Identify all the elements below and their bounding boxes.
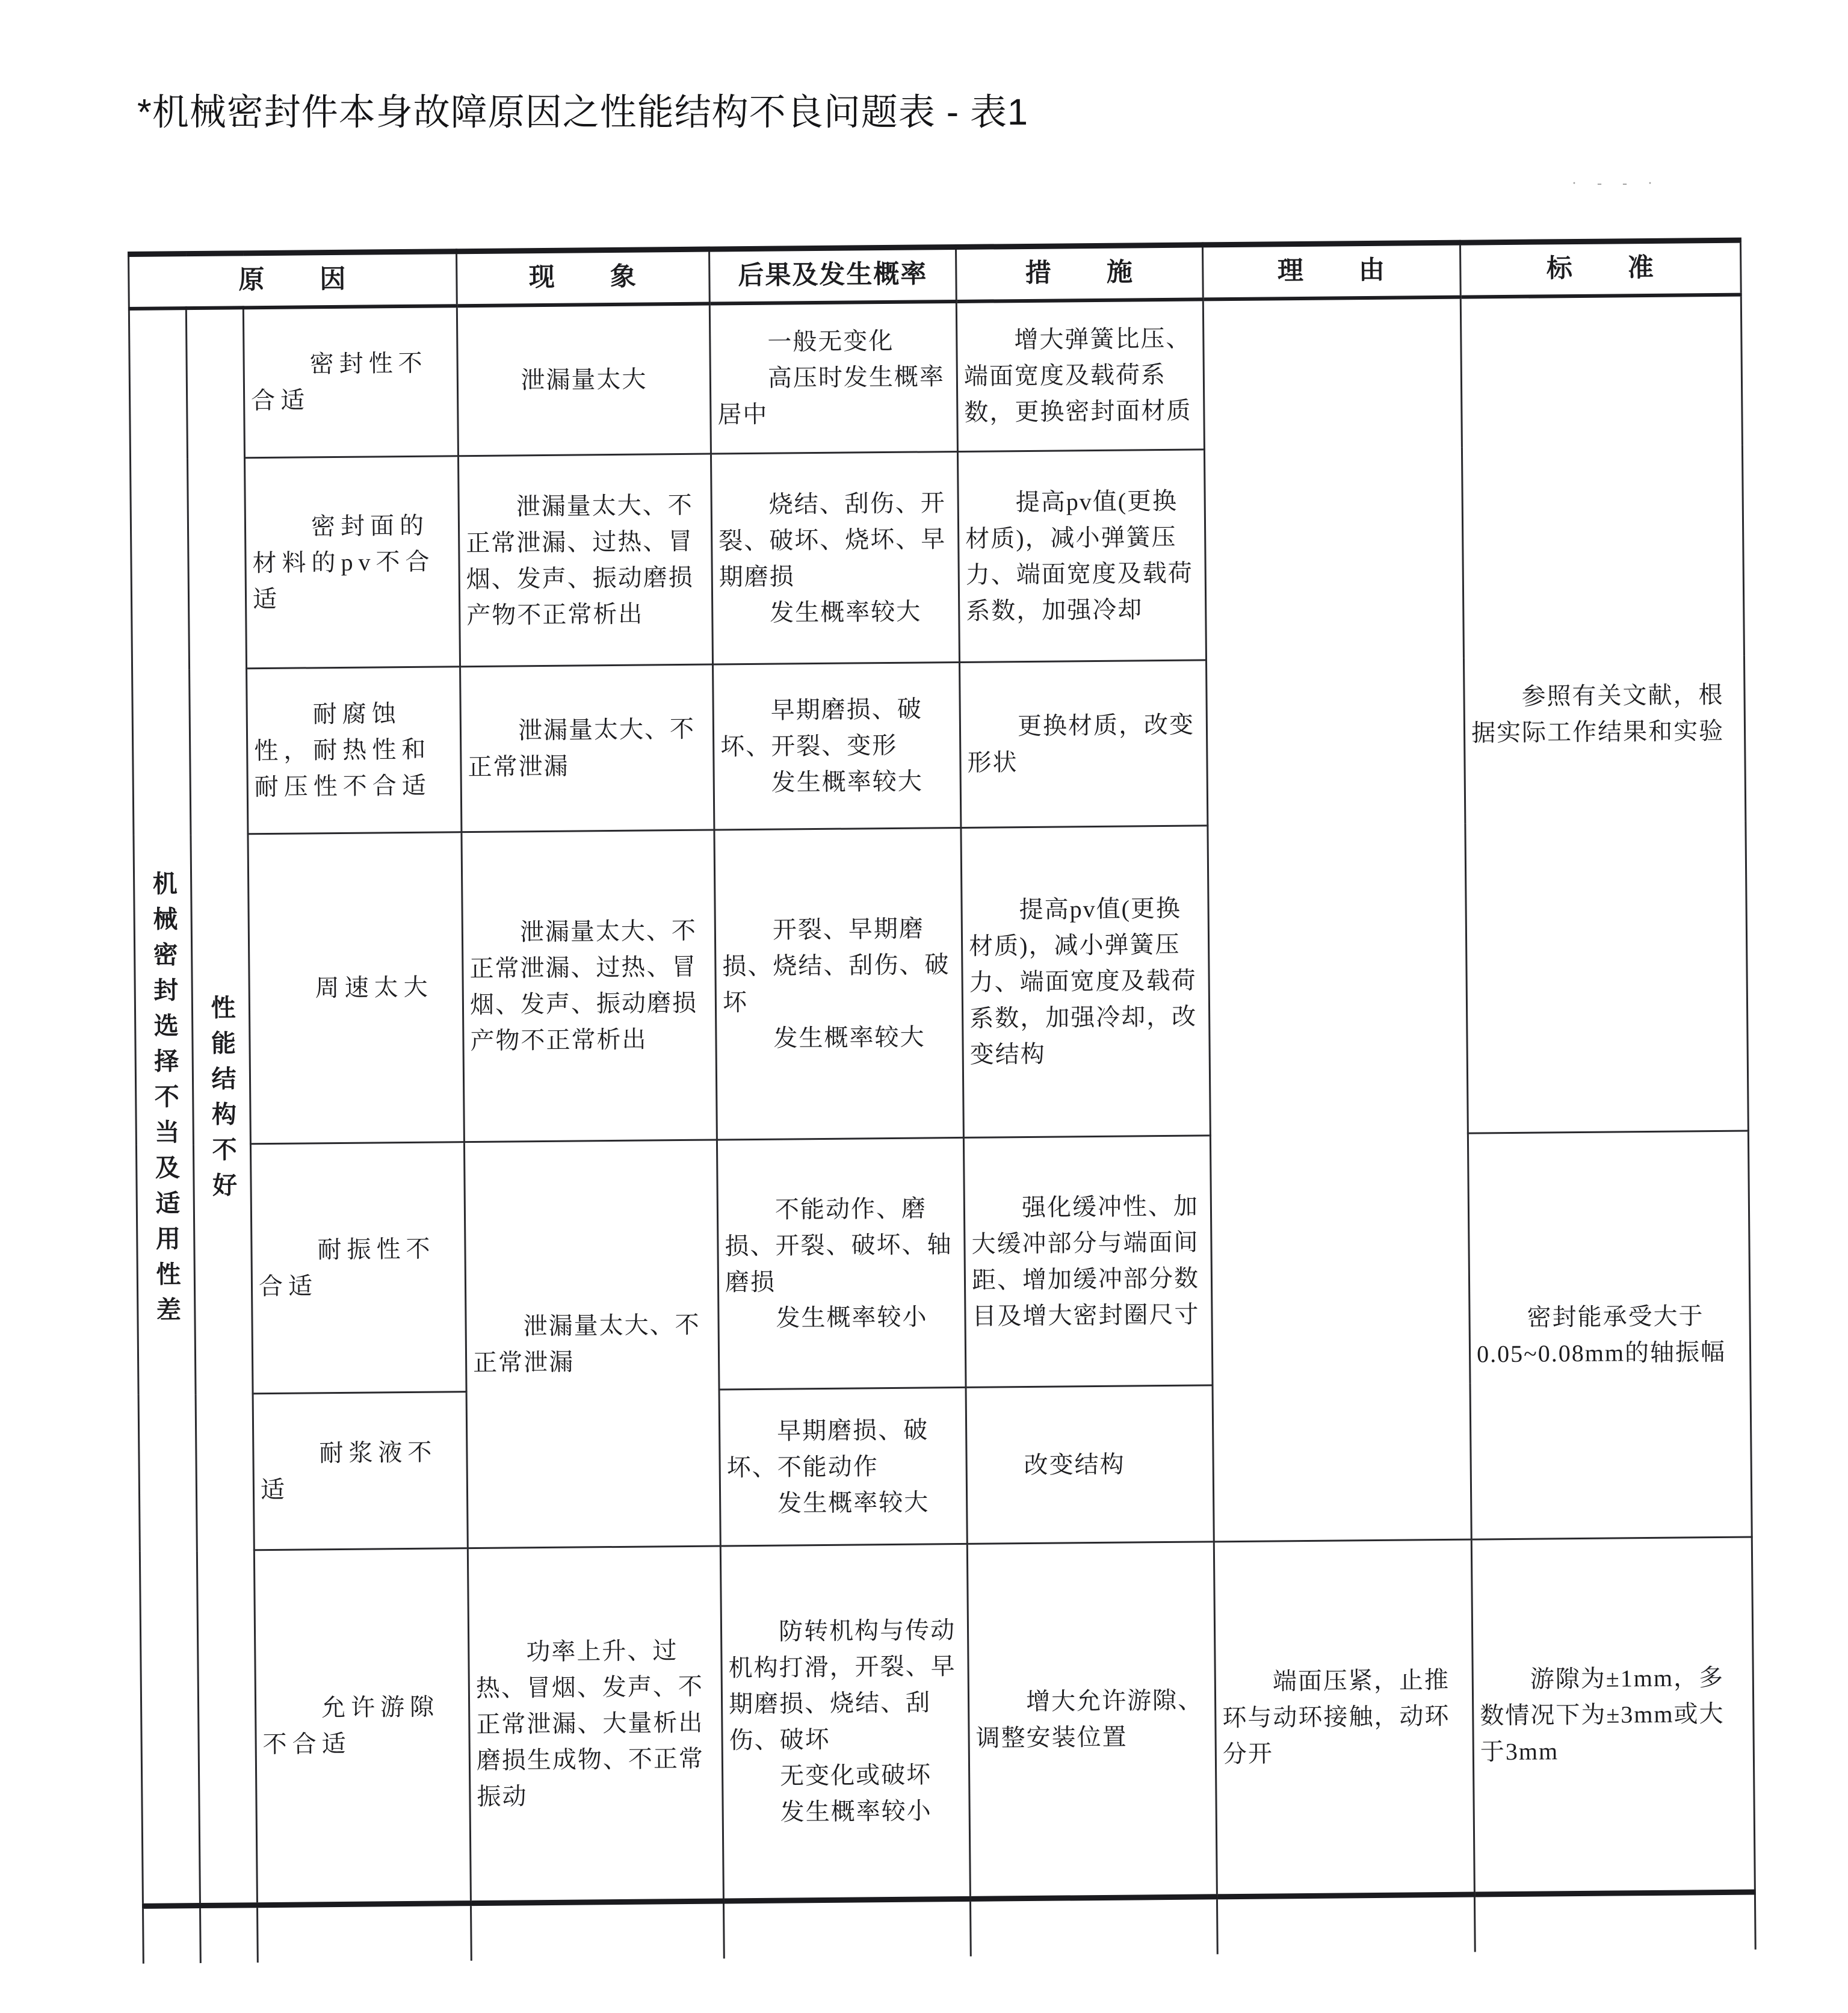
cell-cause-2: 密封面的材料的pv不合适 <box>244 456 460 669</box>
cell-cause-3: 耐腐蚀性，耐热性和耐压性不合适 <box>247 667 462 834</box>
fault-table-wrapper <box>128 238 1755 1964</box>
cell-bottom-consequence-empty <box>723 1899 971 1958</box>
cell-consequence-5: 不能动作、磨损、开裂、破坏、轴磨损 发生概率较小 <box>717 1137 966 1390</box>
cell-standard-rows-5-6: 密封能承受大于0.05~0.08mm的轴振幅 <box>1468 1131 1752 1539</box>
cell-bottom-cause-empty <box>257 1903 471 1962</box>
cell-phenomenon-4: 泄漏量太大、不正常泄漏、过热、冒烟、发声、振动磨损产物不正常析出 <box>462 830 717 1142</box>
cell-phenomenon-1: 泄漏量太大 <box>457 303 711 456</box>
table-row <box>129 294 1742 459</box>
cell-phenomenon-3: 泄漏量太大、不正常泄漏 <box>460 664 714 832</box>
col-header-phenomenon: 现 象 <box>457 249 710 306</box>
cell-cause-7: 允许游隙不合适 <box>254 1548 471 1905</box>
cell-measure-3: 更换材质，改变形状 <box>960 660 1208 828</box>
cell-bottom-col2-empty <box>200 1905 258 1963</box>
scan-artifact: · - - · <box>1572 176 1661 191</box>
col-header-measure: 措 施 <box>956 245 1204 301</box>
cell-reason-7: 端面压紧，止推环与动环接触，动环分开 <box>1214 1539 1474 1897</box>
col-header-reason: 理 由 <box>1203 243 1461 299</box>
cell-consequence-6: 早期磨损、破坏、不能动作 发生概率较大 <box>719 1387 967 1546</box>
cell-measure-5: 强化缓冲性、加大缓冲部分与端面间距、增加缓冲部分数目及增大密封圈尺寸 <box>963 1136 1213 1388</box>
table-row <box>140 1537 1755 1906</box>
cell-cause-5: 耐振性不合适 <box>250 1142 466 1394</box>
cell-standard-rows-1-4: 参照有关文献，根据实际工作结果和实验 <box>1460 294 1748 1133</box>
page-title: *机械密封件本身故障原因之性能结构不良问题表 - 表1 <box>137 91 1028 132</box>
cell-reason-rows-1-6-empty <box>1203 297 1471 1542</box>
cell-measure-7: 增大允许游隙、调整安装位置 <box>967 1542 1217 1899</box>
cell-cause-6: 耐浆液不适 <box>253 1392 468 1550</box>
cell-consequence-7: 防转机构与传动机构打滑，开裂、早期磨损、烧结、刮伤、破坏 无变化或破坏 发生概率较小 <box>720 1544 970 1901</box>
cell-consequence-1: 一般无变化 高压时发生概率居中 <box>709 301 957 454</box>
cell-consequence-2: 烧结、刮伤、开裂、破坏、烧坏、早期磨损 发生概率较大 <box>711 451 960 664</box>
cell-bottom-col1-empty <box>143 1906 200 1964</box>
fault-table <box>128 238 1757 1964</box>
col-header-consequence: 后果及发生概率 <box>709 247 957 303</box>
cell-phenomenon-7: 功率上升、过热、冒烟、发声、不正常泄漏、大量析出磨损生成物、不正常振动 <box>468 1546 723 1903</box>
side-label-outer-text: 机械密封选择不当及适用性差 <box>149 870 181 1332</box>
cell-phenomenon-2: 泄漏量太大、不正常泄漏、过热、冒烟、发声、振动磨损产物不正常析出 <box>459 454 713 667</box>
cell-cause-4: 周速太大 <box>248 832 465 1144</box>
col-header-cause: 原 因 <box>129 252 457 309</box>
cell-measure-6: 改变结构 <box>966 1385 1214 1544</box>
cell-consequence-4: 开裂、早期磨损、烧结、刮伤、破坏 发生概率较大 <box>714 827 963 1140</box>
cell-cause-1: 密封性不合适 <box>243 306 458 458</box>
cell-phenomenon-rows-5-6: 泄漏量太大、不正常泄漏 <box>464 1140 720 1548</box>
cell-measure-4: 提高pv值(更换材质)，减小弹簧压力、端面宽度及载荷系数，加强冷却，改变结构 <box>961 826 1210 1138</box>
cell-standard-7: 游隙为±1mm，多数情况下为±3mm或大于3mm <box>1471 1537 1755 1894</box>
cell-bottom-standard-empty <box>1474 1892 1755 1952</box>
table-row <box>136 1131 1751 1394</box>
cell-bottom-measure-empty <box>970 1897 1217 1956</box>
cell-measure-2: 提高pv值(更换材质)，减小弹簧压力、端面宽度及载荷系数，加强冷却 <box>957 450 1206 663</box>
cell-bottom-reason-empty <box>1217 1894 1475 1954</box>
side-label-inner-text: 性能结构不好 <box>207 994 237 1208</box>
cell-measure-1: 增大弹簧比压、端面宽度及载荷系数，更换密封面材质 <box>956 299 1204 452</box>
col-header-standard: 标 准 <box>1460 240 1741 297</box>
cell-consequence-3: 早期磨损、破坏、开裂、变形 发生概率较大 <box>713 662 961 830</box>
cell-bottom-phenomenon-empty <box>471 1901 725 1961</box>
